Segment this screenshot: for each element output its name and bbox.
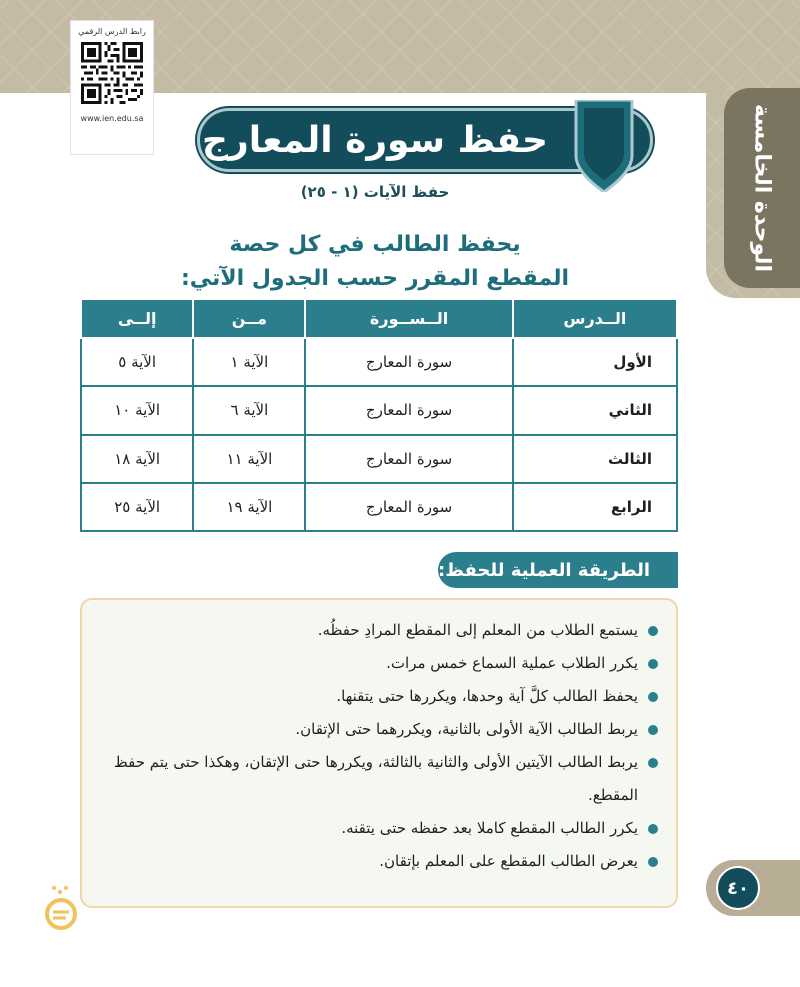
steps-list	[100, 614, 660, 878]
step-text: يربط الطالب الآية الأولى بالثانية، ويكررهما حتى الإتقان.	[295, 720, 638, 738]
cell-surah: سورة المعارج	[305, 386, 512, 434]
schedule-table	[80, 300, 678, 532]
cell-surah: سورة المعارج	[305, 435, 512, 483]
cell-from: الآية ٦	[193, 386, 305, 434]
cell-lesson: الأول	[513, 338, 677, 386]
table-row	[81, 386, 677, 434]
qr-url[interactable]: www.ien.edu.sa	[80, 114, 144, 123]
verses-subtitle: حفظ الآيات (١ - ٢٥)	[300, 183, 450, 201]
page-number-tab	[706, 860, 800, 916]
bullet-icon	[648, 824, 658, 834]
bullet-icon	[648, 659, 658, 669]
list-item	[100, 680, 660, 713]
table-row	[81, 338, 677, 386]
bullet-icon	[648, 857, 658, 867]
cell-from: الآية ١١	[193, 435, 305, 483]
bullet-icon	[648, 692, 658, 702]
list-item	[100, 746, 660, 812]
cell-lesson: الثاني	[513, 386, 677, 434]
bullet-icon	[648, 758, 658, 768]
instruction-line-1: يحفظ الطالب في كل حصة	[229, 232, 521, 257]
cell-from: الآية ١٩	[193, 483, 305, 531]
table-header-row	[81, 300, 677, 338]
header-from: مــن	[193, 300, 305, 338]
unit-tab	[724, 88, 800, 288]
unit-tab-label: الوحدة الخامسة	[749, 103, 775, 273]
step-text: يحفظ الطالب كلَّ آية وحدها، ويكررها حتى يتقنها.	[336, 687, 638, 705]
cell-lesson: الثالث	[513, 435, 677, 483]
cell-surah: سورة المعارج	[305, 338, 512, 386]
step-text: يعرض الطالب المقطع على المعلم بإتقان.	[379, 852, 638, 870]
step-text: يستمع الطلاب من المعلم إلى المقطع المرادِ حفظُه.	[317, 621, 638, 639]
decorative-pin-icon	[572, 100, 636, 192]
qr-caption: رابط الدرس الرقمي	[78, 27, 146, 36]
page-number: ٤٠	[716, 866, 760, 910]
step-text: يكرر الطلاب عملية السماع خمس مرات.	[386, 654, 638, 672]
step-text: يكرر الطالب المقطع كاملا بعد حفظه حتى يتقنه.	[341, 819, 638, 837]
qr-code-icon	[81, 42, 143, 104]
cell-from: الآية ١	[193, 338, 305, 386]
header-surah: الــســورة	[305, 300, 512, 338]
list-item	[100, 614, 660, 647]
list-item	[100, 812, 660, 845]
step-text: يربط الطالب الآيتين الأولى والثانية بالثالثة، ويكررها حتى الإتقان، وهكذا حتى يتم حفظ المقطع.	[113, 753, 638, 804]
list-item	[100, 845, 660, 878]
table-row	[81, 483, 677, 531]
cell-to: الآية ٢٥	[81, 483, 193, 531]
list-item	[100, 713, 660, 746]
table-row	[81, 435, 677, 483]
list-item	[100, 647, 660, 680]
instruction-text	[180, 228, 570, 296]
bullet-icon	[648, 725, 658, 735]
instruction-line-2: المقطع المقرر حسب الجدول الآتي:	[180, 266, 570, 291]
method-header: الطريقة العملية للحفظ:	[438, 552, 678, 588]
cell-to: الآية ١٠	[81, 386, 193, 434]
header-lesson: الــدرس	[513, 300, 677, 338]
cell-lesson: الرابع	[513, 483, 677, 531]
header-to: إلــى	[81, 300, 193, 338]
digital-lesson-qr[interactable]	[70, 20, 154, 155]
steps-box	[80, 598, 678, 908]
cell-to: الآية ١٨	[81, 435, 193, 483]
publisher-logo-icon	[44, 882, 78, 932]
page-title: حفظ سورة المعارج	[202, 119, 548, 161]
cell-surah: سورة المعارج	[305, 483, 512, 531]
cell-to: الآية ٥	[81, 338, 193, 386]
bullet-icon	[648, 626, 658, 636]
